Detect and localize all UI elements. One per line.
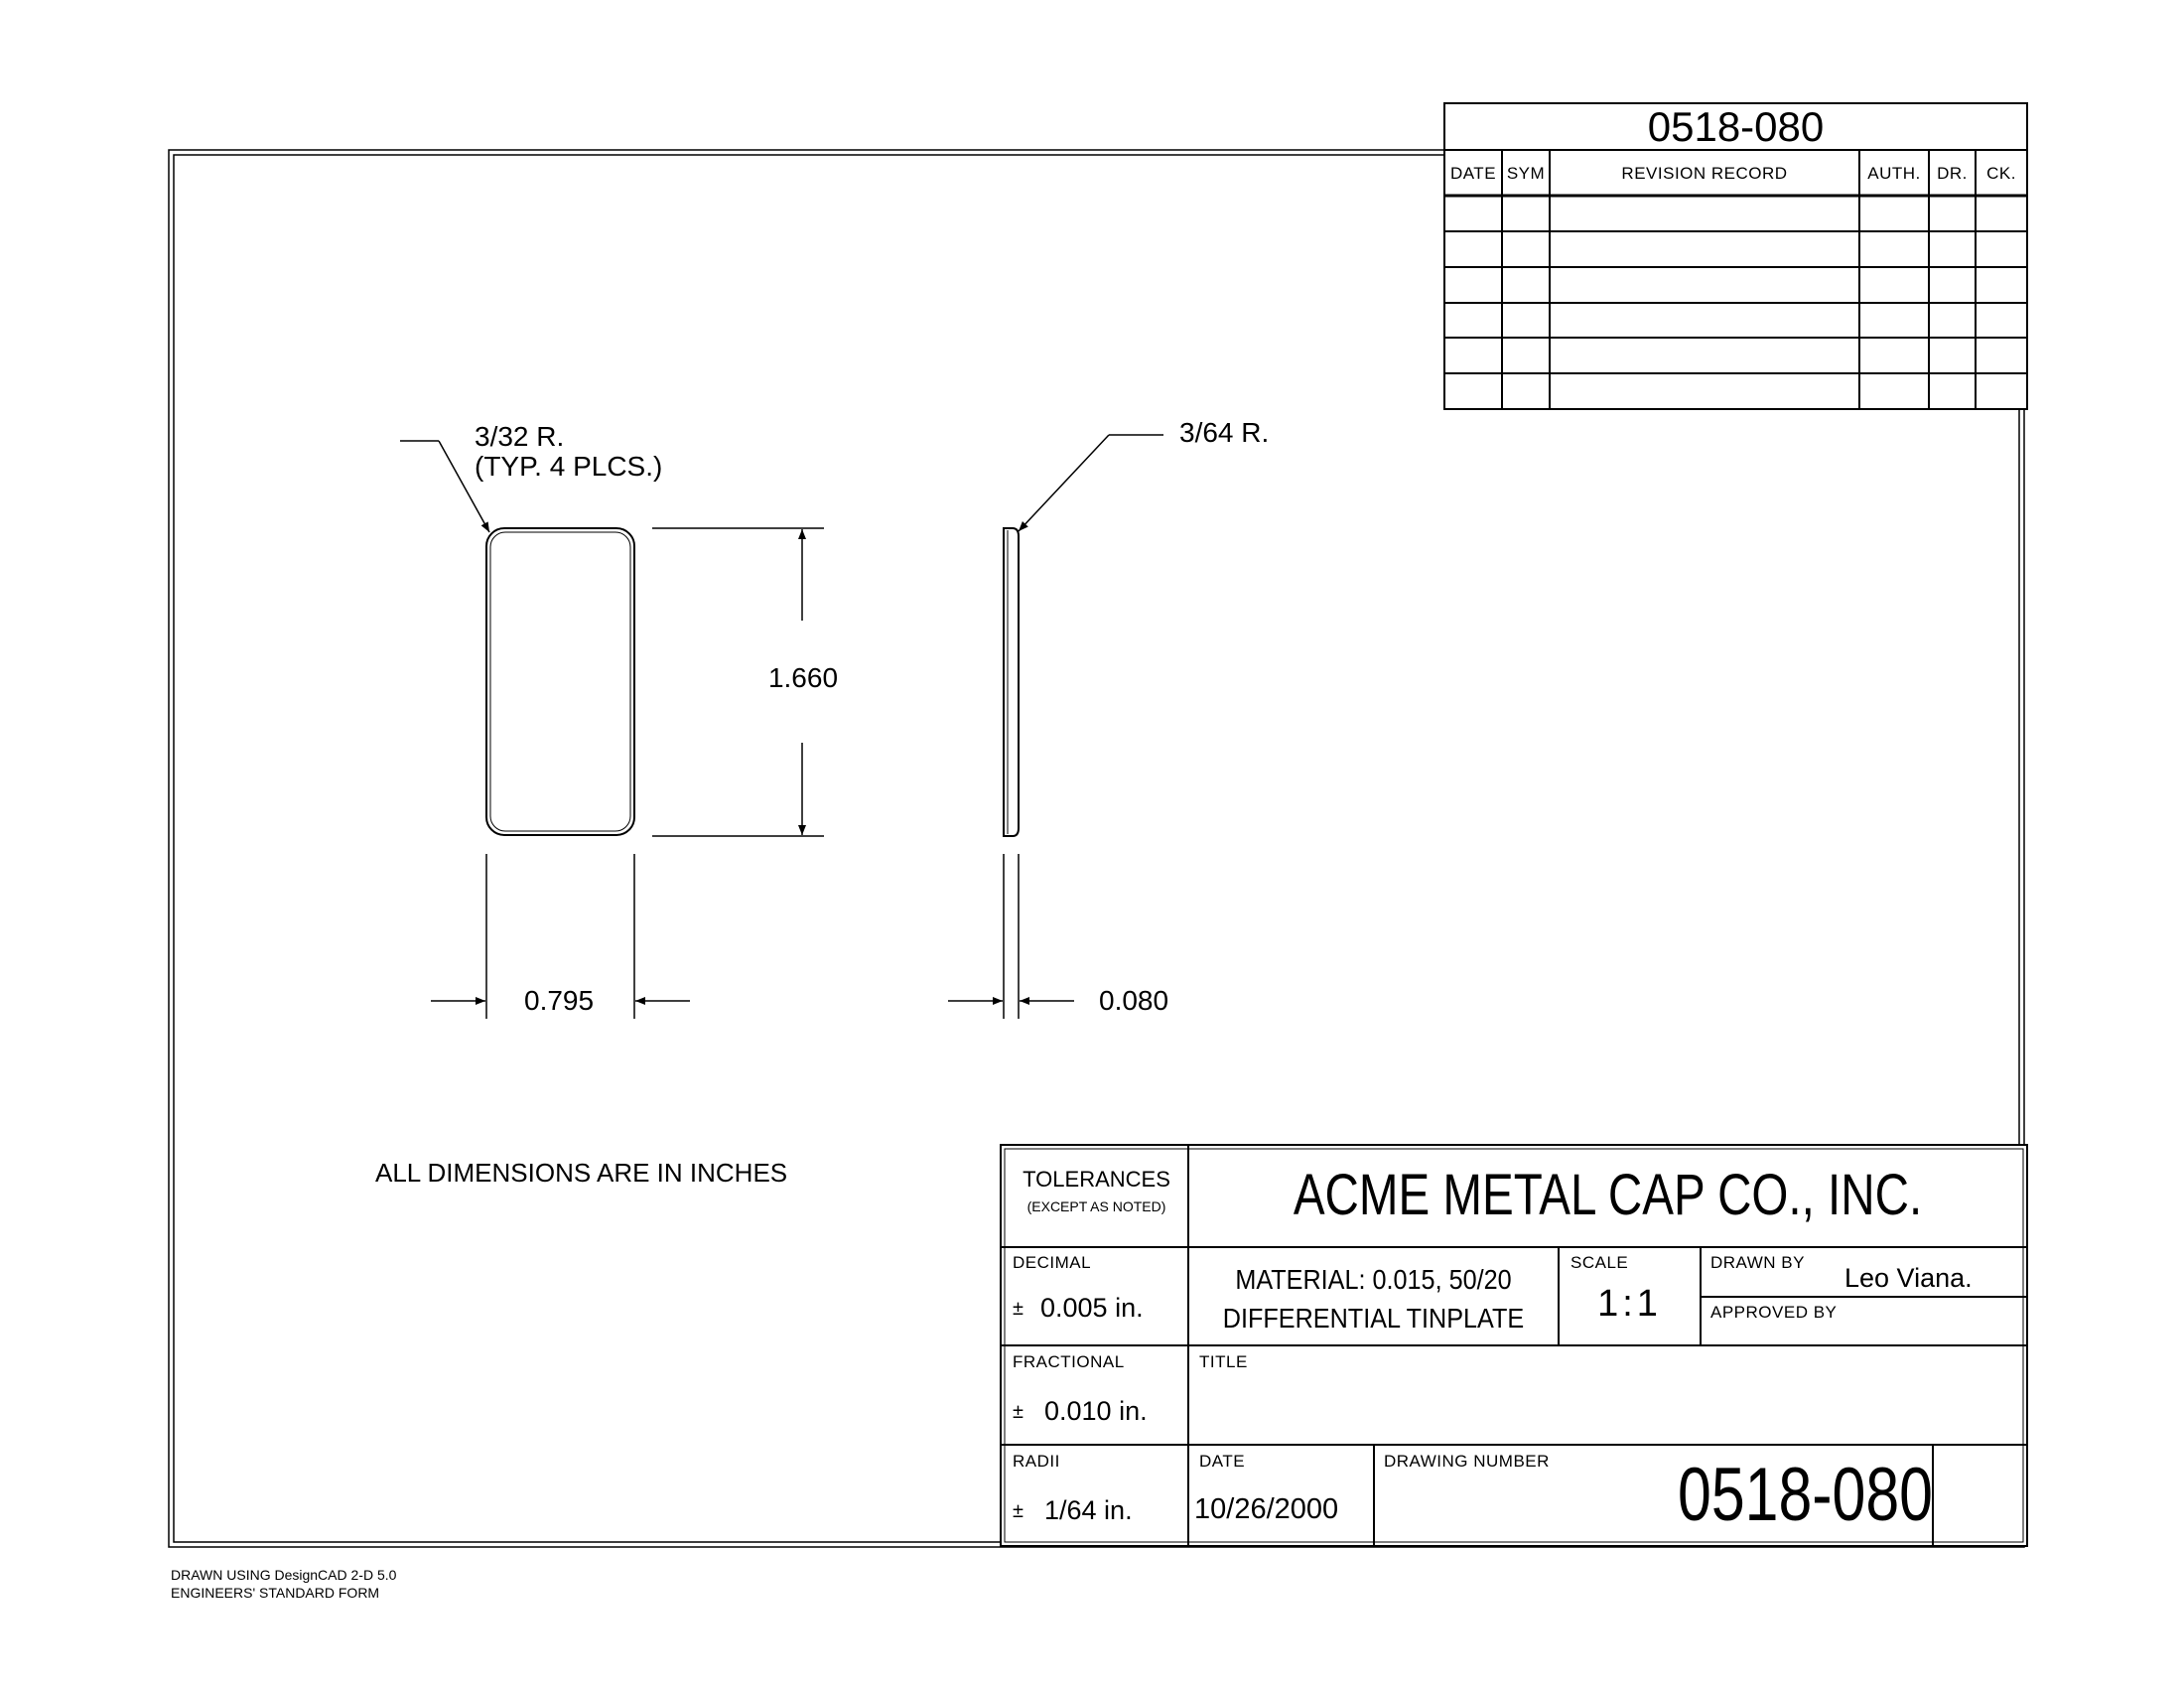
rev-col-sym: SYM [1506, 164, 1546, 183]
drawn-by-value: Leo Viana. [1844, 1263, 1973, 1293]
rev-col-revision-record: REVISION RECORD [1621, 164, 1788, 183]
scale-label: SCALE [1570, 1253, 1629, 1272]
date-value: 10/26/2000 [1194, 1493, 1339, 1525]
height-dimension-value: 1.660 [767, 662, 839, 693]
radii-plus-minus: ± [1013, 1500, 1024, 1522]
scale-value: 1:1 [1597, 1283, 1662, 1325]
revision-drawing-number: 0518-080 [1647, 103, 1825, 150]
corner-radius-note: (TYP. 4 PLCS.) [475, 451, 663, 482]
thickness-dimension-value: 0.080 [1099, 985, 1169, 1016]
title-label: TITLE [1199, 1352, 1248, 1371]
radii-value: 1/64 in. [1044, 1495, 1133, 1525]
corner-radius-label: 3/32 R. [475, 421, 565, 452]
radii-label: RADII [1013, 1452, 1060, 1471]
footer-line-1: DRAWN USING DesignCAD 2-D 5.0 [171, 1567, 397, 1583]
rev-col-auth: AUTH. [1867, 164, 1921, 183]
drawing-number-value: 0518-080 [1678, 1453, 1933, 1537]
decimal-label: DECIMAL [1013, 1253, 1092, 1272]
footer-line-2: ENGINEERS' STANDARD FORM [171, 1585, 380, 1601]
fractional-plus-minus: ± [1013, 1401, 1024, 1423]
thickness-dimension [948, 854, 1074, 1019]
drawing-number-label: DRAWING NUMBER [1384, 1452, 1550, 1471]
side-view-outline [1004, 528, 1019, 836]
material-line-2: DIFFERENTIAL TINPLATE [1222, 1303, 1525, 1334]
side-radius-leader [1019, 435, 1163, 531]
decimal-plus-minus: ± [1013, 1298, 1024, 1320]
drawn-by-label: DRAWN BY [1710, 1253, 1805, 1272]
front-view-outline [486, 528, 634, 835]
width-dimension-value: 0.795 [524, 985, 595, 1016]
tolerances-sublabel: (EXCEPT AS NOTED) [1026, 1198, 1166, 1214]
company-name: ACME METAL CAP CO., INC. [1293, 1163, 1923, 1227]
date-label: DATE [1199, 1452, 1246, 1471]
tolerances-label: TOLERANCES [1023, 1167, 1170, 1192]
material-line-1: MATERIAL: 0.015, 50/20 [1235, 1264, 1512, 1295]
decimal-value: 0.005 in. [1040, 1293, 1144, 1323]
edge-radius-label: 3/64 R. [1179, 417, 1270, 448]
rev-col-date: DATE [1449, 164, 1497, 183]
units-note: ALL DIMENSIONS ARE IN INCHES [375, 1158, 788, 1188]
rev-col-ck: CK. [1986, 164, 2016, 183]
fractional-label: FRACTIONAL [1013, 1352, 1125, 1371]
approved-by-label: APPROVED BY [1710, 1303, 1838, 1322]
rev-col-dr: DR. [1937, 164, 1968, 183]
fractional-value: 0.010 in. [1044, 1396, 1148, 1426]
